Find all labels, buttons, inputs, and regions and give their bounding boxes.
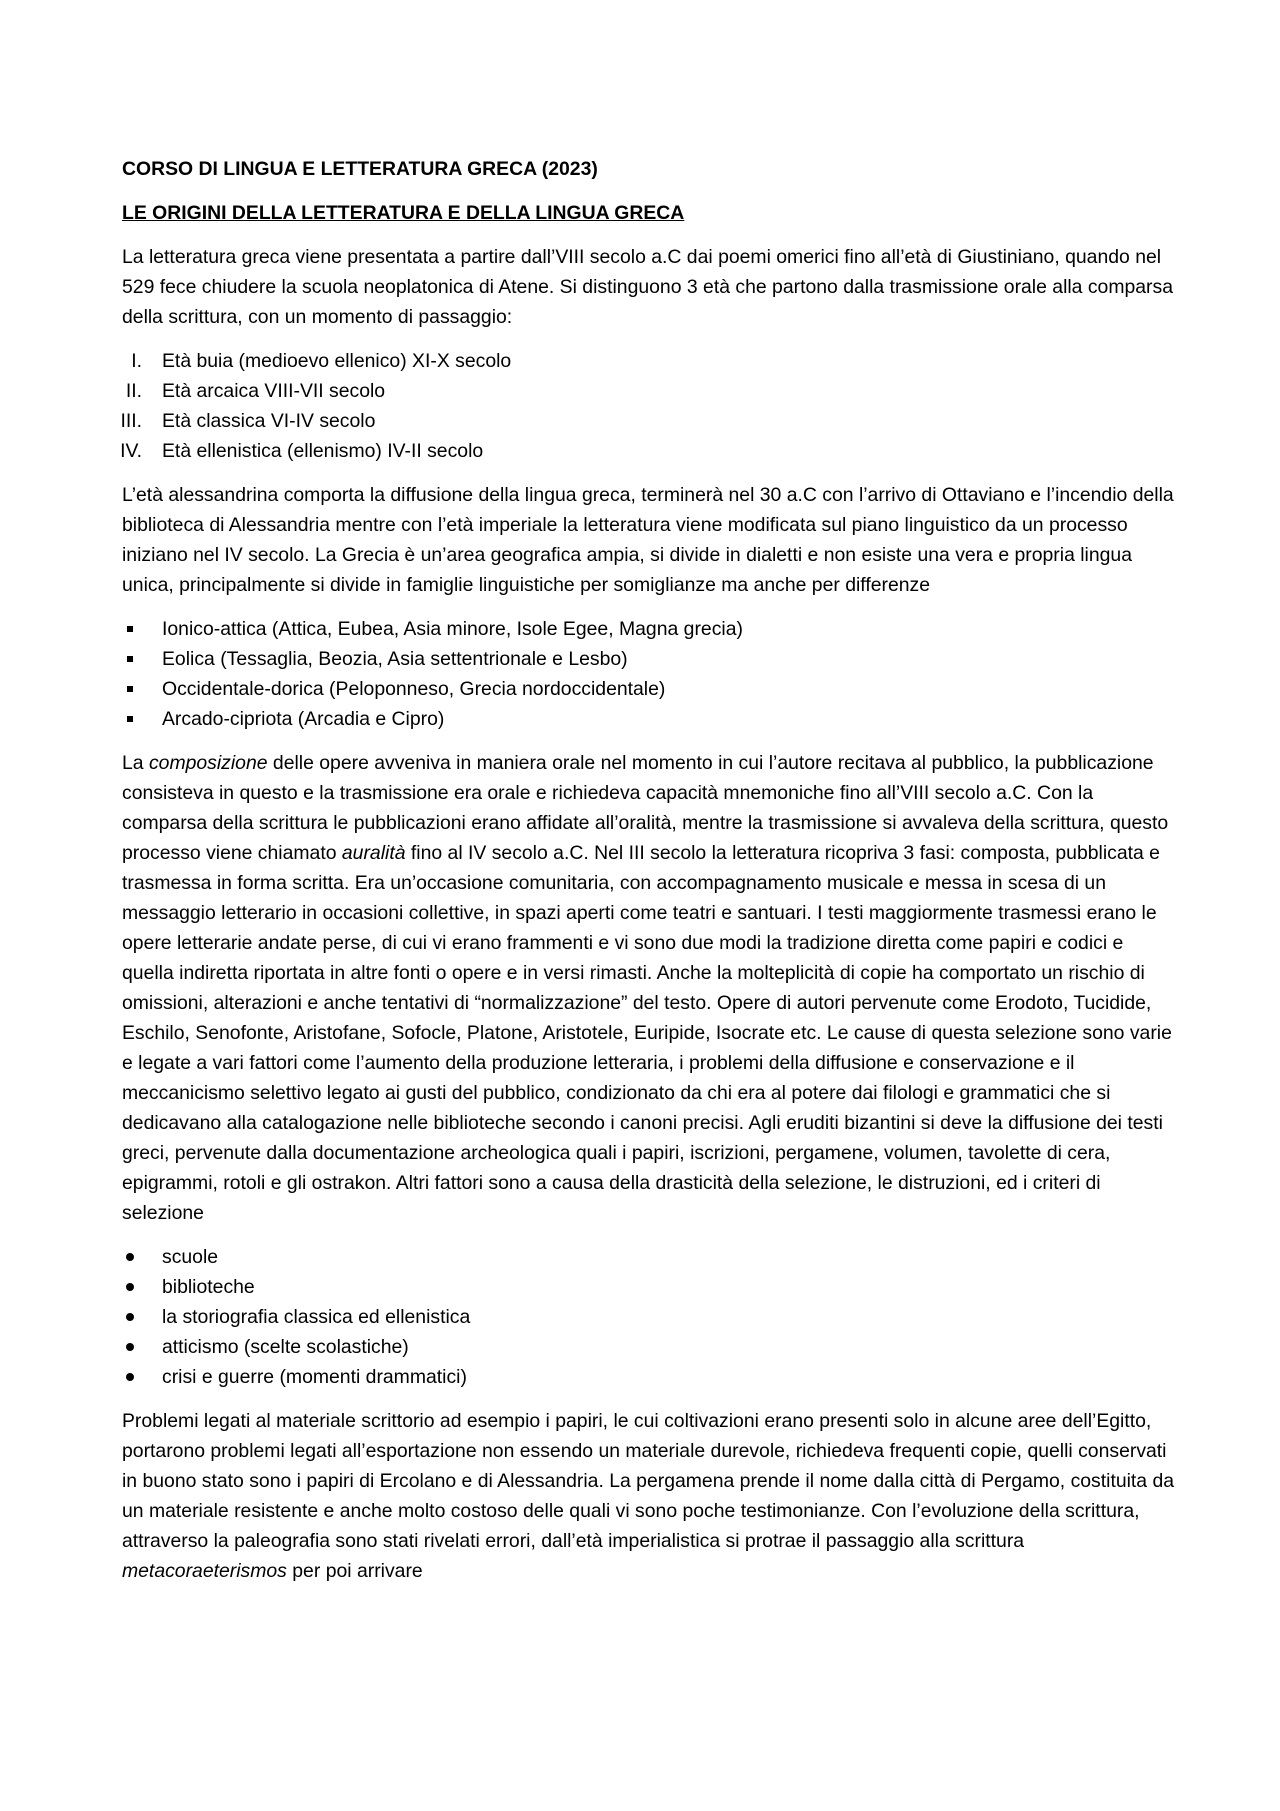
list-item: [122, 1362, 1180, 1392]
list-item: [122, 704, 1180, 734]
list-item: [122, 674, 1180, 704]
text-run: fino al IV secolo a.C. Nel III secolo la letteratura ricopriva 3 fasi: composta, pubblicata e trasmessa in forma scritta. Era un’occasione comunitaria, con accompagnamento musicale e messa in scesa di un messaggio letterario in occasioni collettive, in spazi aperti come teatri e santuari. I testi maggiormente trasmessi erano le opere letterarie andate perse, di cui vi erano frammenti e vi sono due modi la tradizione diretta come papiri e codici e quella indiretta riportata in altre fonti o opere e in versi rimasti. Anche la molteplicità di copie ha comportato un rischio di omissioni, alterazioni e anche tentativi di “normalizzazione” del testo. Opere di autori pervenute come Erodoto, Tucidide, Eschilo, Senofonte, Aristofane, Sofocle, Platone, Aristotele, Euripide, Isocrate etc. Le cause di questa selezione sono varie e legate a vari fattori come l’aumento della produzione letteraria, i problemi della diffusione e conservazione e il meccanicismo selettivo legato ai gusti del pubblico, condizionato da chi era al potere dai filologi e grammatici che si dedicavano alla catalogazione nelle biblioteche secondo i canoni precisi. Agli eruditi bizantini si deve la diffusione dei testi greci, pervenute dalla documentazione archeologica quali i papiri, iscrizioni, pergamene, volumen, tavolette di cera, epigrammi, rotoli e gli ostrakon. Altri fattori sono a causa della drasticità della selezione, le distruzioni, ed i criteri di selezione: [122, 842, 1172, 1224]
list-item: [122, 406, 1180, 436]
round-bullet-icon: [126, 1253, 134, 1261]
criteria-list: [122, 1242, 1180, 1392]
list-item-text: la storiografia classica ed ellenistica: [162, 1306, 471, 1328]
italic-term: composizione: [148, 752, 268, 774]
list-item: [122, 346, 1180, 376]
text-run: La: [122, 752, 149, 774]
roman-numeral: II.: [125, 380, 142, 402]
writing-material-paragraph: [122, 1406, 1180, 1586]
list-item: [122, 644, 1180, 674]
list-item-text: Occidentale-dorica (Peloponneso, Grecia nordoccidentale): [162, 678, 666, 700]
round-bullet-icon: [126, 1313, 134, 1321]
roman-numeral: IV.: [120, 440, 142, 462]
text-run: Problemi legati al materiale scrittorio ad esempio i papiri, le cui coltivazioni erano presenti solo in alcune aree dell’Egitto, portarono problemi legati all’esportazione non essendo un materiale durevole, richiedeva frequenti copie, quelli conservati in buono stato sono i papiri di Ercolano e di Alessandria. La pergamena prende il nome dalla città di Pergamo, costituita da un materiale resistente e anche molto costoso delle quali vi sono poche testimonianze. Con l’evoluzione della scrittura, attraverso la paleografia sono stati rivelati errori, dall’età imperialistica si protrae il passaggio alla scrittura: [122, 1410, 1175, 1552]
list-item: [122, 614, 1180, 644]
list-item-text: Età classica VI-IV secolo: [162, 410, 376, 432]
square-bullet-icon: [127, 716, 133, 722]
ages-list: [122, 346, 1180, 466]
intro-paragraph: La letteratura greca viene presentata a partire dall’VIII secolo a.C dai poemi omerici fino all’età di Giustiniano, quando nel 529 fece chiudere la scuola neoplatonica di Atene. Si distinguono 3 età che partono dalla trasmissione orale alla comparsa della scrittura, con un momento di passaggio:: [122, 246, 1173, 328]
list-item-text: Ionico-attica (Attica, Eubea, Asia minore, Isole Egee, Magna grecia): [162, 618, 743, 640]
list-item: [122, 1302, 1180, 1332]
round-bullet-icon: [126, 1343, 134, 1351]
list-item: [122, 1332, 1180, 1362]
list-item-text: scuole: [162, 1246, 219, 1268]
italic-term: auralità: [341, 842, 406, 864]
list-item-text: Età ellenistica (ellenismo) IV-II secolo: [162, 440, 484, 462]
document-subtitle: LE ORIGINI DELLA LETTERATURA E DELLA LINGUA GRECA: [122, 202, 685, 224]
list-item-text: Età arcaica VIII-VII secolo: [162, 380, 386, 402]
square-bullet-icon: [127, 686, 133, 692]
document-title: CORSO DI LINGUA E LETTERATURA GRECA (2023): [122, 158, 598, 180]
list-item-text: biblioteche: [162, 1276, 255, 1298]
list-item: [122, 376, 1180, 406]
list-item-text: atticismo (scelte scolastiche): [162, 1336, 409, 1358]
list-item-text: Età buia (medioevo ellenico) XI-X secolo: [162, 350, 512, 372]
roman-numeral: I.: [131, 350, 142, 372]
list-item-text: Arcado-cipriota (Arcadia e Cipro): [162, 708, 445, 730]
list-item: [122, 436, 1180, 466]
square-bullet-icon: [127, 656, 133, 662]
list-item: [122, 1272, 1180, 1302]
italic-term: metacoraeterismos: [122, 1560, 287, 1582]
text-run: delle opere avveniva in maniera orale nel momento in cui l’autore recitava al pubblico, la pubblicazione consisteva in questo e la trasmissione era orale e richiedeva capacità mnemoniche fino all’VIII secolo a.C. Con la comparsa della scrittura le pubblicazioni erano affidate all’oralità, mentre la trasmissione si avvaleva della scrittura, questo processo viene chiamato: [122, 752, 1169, 864]
text-run: per poi arrivare: [286, 1560, 423, 1582]
dialects-list: [122, 614, 1180, 734]
list-item: [122, 1242, 1180, 1272]
list-item-text: Eolica (Tessaglia, Beozia, Asia settentrionale e Lesbo): [162, 648, 628, 670]
round-bullet-icon: [126, 1283, 134, 1291]
composition-paragraph: [122, 748, 1180, 1228]
alexandrian-paragraph: L’età alessandrina comporta la diffusione della lingua greca, terminerà nel 30 a.C con l’arrivo di Ottaviano e l’incendio della biblioteca di Alessandria mentre con l’età imperiale la letteratura viene modificata sul piano linguistico da un processo iniziano nel IV secolo. La Grecia è un’area geografica ampia, si divide in dialetti e non esiste una vera e propria lingua unica, principalmente si divide in famiglie linguistiche per somiglianze ma anche per differenze: [122, 484, 1174, 596]
square-bullet-icon: [127, 626, 133, 632]
roman-numeral: III.: [120, 410, 142, 432]
list-item-text: crisi e guerre (momenti drammatici): [162, 1366, 467, 1388]
round-bullet-icon: [126, 1373, 134, 1381]
